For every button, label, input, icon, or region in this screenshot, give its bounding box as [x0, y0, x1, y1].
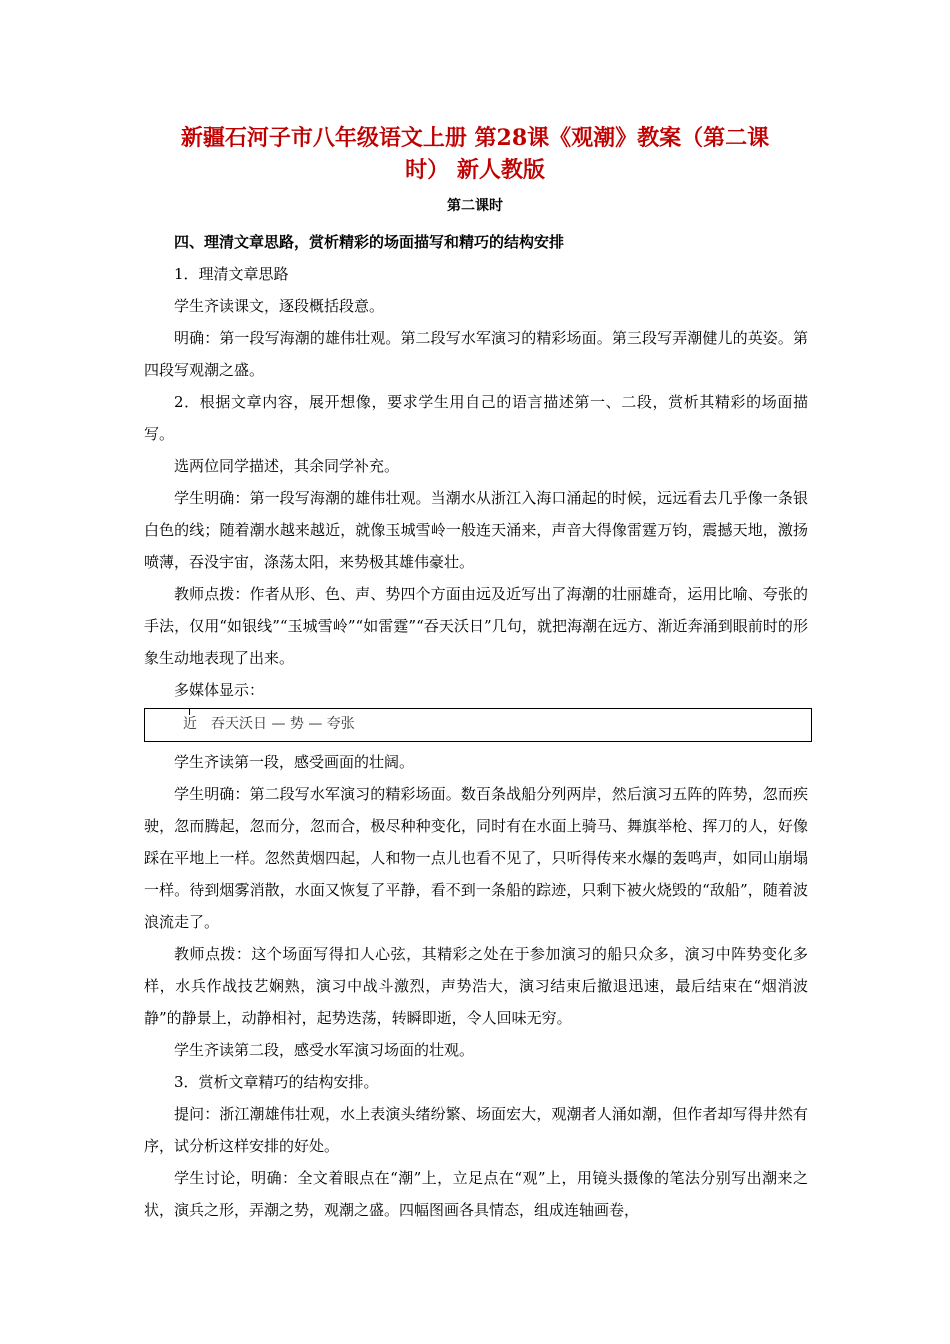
paragraph: 多媒体显示： [174, 681, 265, 699]
paragraph: 明确：第一段写海潮的雄伟壮观。第二段写水军演习的精彩场面。第三段写弄潮健儿的英姿。第四段写观潮之盛。 [144, 329, 808, 379]
document-title [140, 122, 810, 186]
document-body [144, 226, 808, 1226]
multimedia-display-box [144, 708, 812, 742]
paragraph: 学生明确：第二段写水军演习的精彩场面。数百条战船分列两岸，然后演习五阵的阵势，忽而疾驶，忽而腾起，忽而分，忽而合，极尽种种变化，同时有在水面上骑马、舞旗举枪、挥刀的人，好像踩在平地上一样。忽然黄烟四起，人和物一点儿也看不见了，只听得传来水爆的轰鸣声，如同山崩塌一样。待到烟雾消散，水面又恢复了平静，看不到一条船的踪迹，只剩下被火烧毁的“敌船”，随着波浪流走了。 [144, 785, 808, 931]
paragraph: 四、理清文章思路，赏析精彩的场面描写和精巧的结构安排 [174, 233, 565, 251]
media-box-near-label: 近 [183, 716, 197, 732]
paragraph: 选两位同学描述，其余同学补充。 [174, 457, 400, 475]
paragraph: 教师点拨：这个场面写得扣人心弦，其精彩之处在于参加演习的船只众多，演习中阵势变化多样，水兵作战技艺娴熟，演习中战斗激烈，声势浩大，演习结束后撤退迅速，最后结束在“烟消波静”的静景上，动静相衬，起势迭荡，转瞬即逝，令人回味无穷。 [144, 945, 808, 1027]
paragraph: 3．赏析文章精巧的结构安排。 [174, 1073, 379, 1091]
lesson-heading: 第二课时 [447, 198, 503, 214]
paragraph: 1．理清文章思路 [174, 265, 289, 283]
paragraph: 2．根据文章内容，展开想像，要求学生用自己的语言描述第一、二段，赏析其精彩的场面描写。 [144, 393, 808, 443]
paragraph: 提问：浙江潮雄伟壮观，水上表演头绪纷繁、场面宏大，观潮者人涌如潮，但作者却写得井然有序，试分析这样安排的好处。 [144, 1105, 808, 1155]
paragraph: 学生齐读课文，逐段概括段意。 [174, 297, 385, 315]
paragraph: 学生齐读第二段，感受水军演习场面的壮观。 [174, 1041, 475, 1059]
title-line-1: 新疆石河子市八年级语文上册 第28课《观潮》教案（第二课 [180, 125, 770, 151]
title-line-2: 时） 新人教版 [405, 157, 545, 183]
paragraph-group-before [144, 226, 808, 706]
paragraph: 教师点拨：作者从形、色、声、势四个方面由远及近写出了海潮的壮丽雄奇，运用比喻、夸张的手法，仅用“如银线”“玉城雪岭”“如雷霆”“吞天沃日”几句，就把海潮在远方、渐近奔涌到眼前时的形象生动地表现了出来。 [144, 585, 808, 667]
box-tick-mark [189, 708, 190, 715]
paragraph: 学生明确：第一段写海潮的雄伟壮观。当潮水从浙江入海口涌起的时候，远远看去几乎像一条银白色的线；随着潮水越来越近，就像玉城雪岭一般连天涌来，声音大得像雷霆万钧，震撼天地，激扬喷薄，吞没宇宙，涤荡太阳，来势极其雄伟豪壮。 [144, 489, 808, 571]
paragraph: 学生齐读第一段，感受画面的壮阔。 [174, 753, 415, 771]
media-box-content: 吞天沃日 — 势 — 夸张 [211, 716, 355, 732]
paragraph: 学生讨论，明确：全文着眼点在“潮”上，立足点在“观”上，用镜头摄像的笔法分别写出潮来之状，演兵之形，弄潮之势，观潮之盛。四幅图画各具情态，组成连轴画卷， [144, 1169, 808, 1219]
paragraph-group-after [144, 746, 808, 1226]
